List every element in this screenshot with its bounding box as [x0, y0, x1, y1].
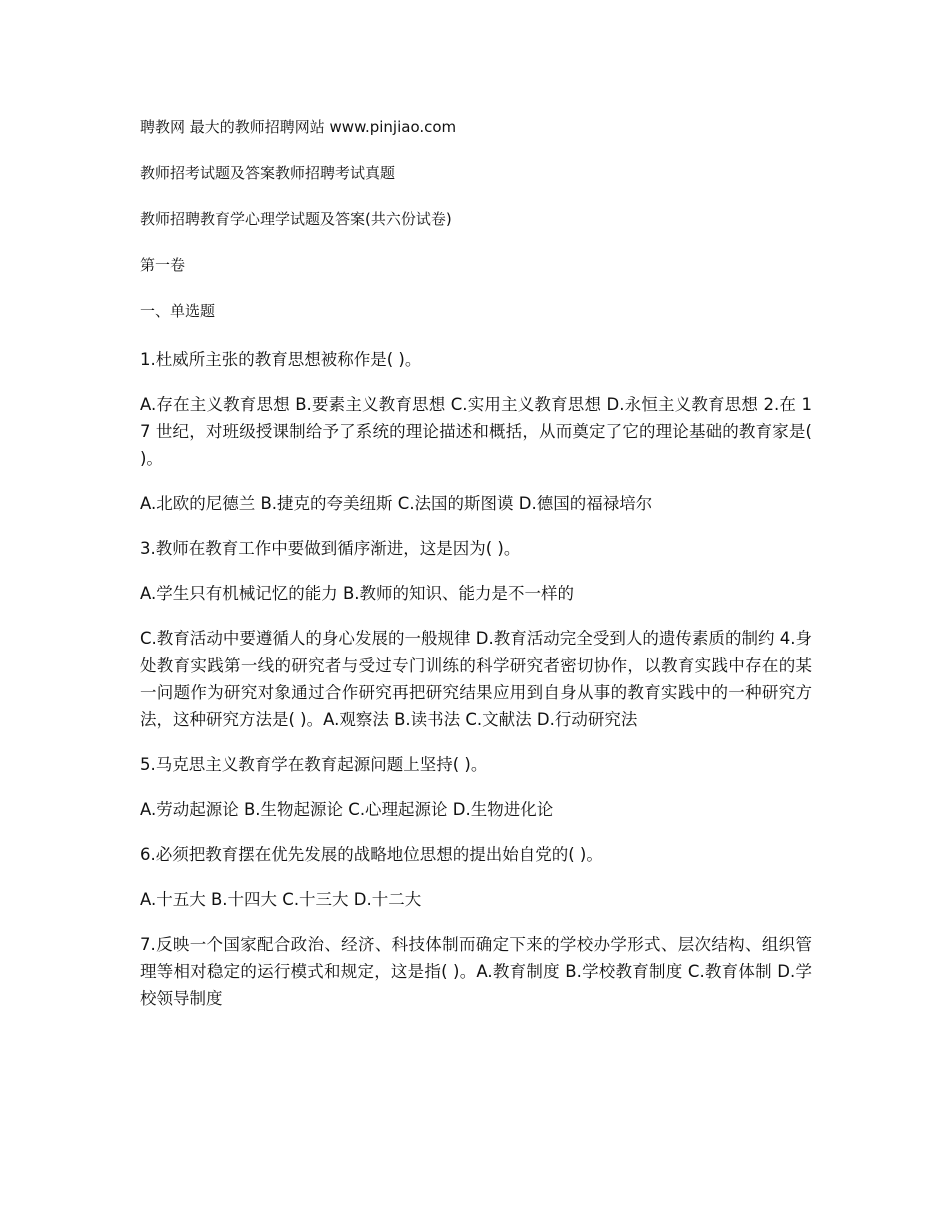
- options-5: A.劳动起源论 B.生物起源论 C.心理起源论 D.生物进化论: [140, 800, 554, 819]
- subsection-heading: 一、单选题: [140, 302, 216, 320]
- question-6: 6.必须把教育摆在优先发展的战略地位思想的提出始自党的( )。: [140, 845, 603, 864]
- document-title: 教师招考试题及答案教师招聘考试真题: [140, 164, 396, 182]
- document-page: [140, 116, 812, 1030]
- options-2: A.北欧的尼德兰 B.捷克的夸美纽斯 C.法国的斯图谟 D.德国的福禄培尔: [140, 494, 653, 513]
- question-7-options: 7.反映一个国家配合政治、经济、科技体制而确定下来的学校办学形式、层次结构、组织管理等相对稳定的运行模式和规定，这是指( )。A.教育制度 B.学校教育制度 C.教育体制 D.学校领导制度: [140, 935, 812, 1008]
- document-subtitle: 教师招聘教育学心理学试题及答案(共六份试卷): [140, 210, 452, 228]
- site-header: 聘教网 最大的教师招聘网站 www.pinjiao.com: [140, 118, 457, 136]
- options-1-question-2: A.存在主义教育思想 B.要素主义教育思想 C.实用主义教育思想 D.永恒主义教育思想 2.在 17 世纪，对班级授课制给予了系统的理论描述和概括，从而奠定了它的理论基础的教育家是( )。: [140, 395, 812, 468]
- options-3-part-2-question-4: C.教育活动中要遵循人的身心发展的一般规律 D.教育活动完全受到人的遗传素质的制约 4.身处教育实践第一线的研究者与受过专门训练的科学研究者密切协作，以教育实践中存在的某一问题作为研究对象通过合作研究再把研究结果应用到自身从事的教育实践中的一种研究方法，这种研究方法是( )。A.观察法 B.读书法 C.文献法 D.行动研究法: [140, 629, 812, 729]
- options-6: A.十五大 B.十四大 C.十三大 D.十二大: [140, 890, 422, 909]
- section-heading: 第一卷: [140, 256, 186, 274]
- question-3: 3.教师在教育工作中要做到循序渐进，这是因为( )。: [140, 539, 521, 558]
- options-3-part-1: A.学生只有机械记忆的能力 B.教师的知识、能力是不一样的: [140, 584, 575, 603]
- question-1: 1.杜威所主张的教育思想被称作是( )。: [140, 350, 422, 369]
- question-5: 5.马克思主义教育学在教育起源问题上坚持( )。: [140, 755, 488, 774]
